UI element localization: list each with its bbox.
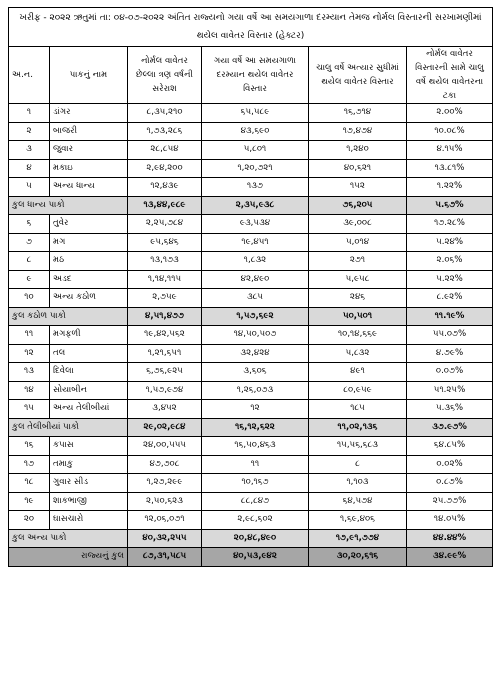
normal-area-cell: ૧૩,૪૪,૯૮૯	[128, 196, 202, 215]
last-year-area-cell: ૧,૫૭,૬૯૨	[202, 307, 309, 326]
percent-cell: ૦.૮૭%	[407, 474, 493, 493]
table-row	[9, 344, 493, 363]
sowing-area-table	[8, 7, 493, 567]
normal-area-cell: ૪૭,૭૦૮	[128, 455, 202, 474]
this-year-area-cell: ૧,૨૪૦	[309, 141, 407, 160]
crop-name-cell: દિવેલા	[50, 363, 128, 382]
last-year-area-cell: ૧૪,૫૦,૫૦૭	[202, 326, 309, 345]
state-total-label: રાજ્યનું કુલ	[9, 548, 128, 567]
normal-area-cell: ૨,૨૫,૭૮૪	[128, 215, 202, 234]
subtotal-label: કુલ તેલીબીયાં પાકો	[9, 418, 128, 437]
crop-name-cell: મકાઇ	[50, 159, 128, 178]
table-row	[9, 141, 493, 160]
serial-no-cell: ૧૦	[9, 289, 50, 308]
table-row	[9, 455, 493, 474]
this-year-area-cell: ૫,૯૫૮	[309, 270, 407, 289]
subtotal-label: કુલ અન્ય પાકો	[9, 529, 128, 548]
last-year-area-cell: ૩૨,૪૨૪	[202, 344, 309, 363]
crop-name-cell: ડાંગર	[50, 104, 128, 123]
crop-name-cell: તમાકુ	[50, 455, 128, 474]
serial-no-cell: ૨	[9, 122, 50, 141]
header-crop-name: પાકનું નામ	[50, 47, 128, 104]
normal-area-cell: ૨,૭૫૯	[128, 289, 202, 308]
normal-area-cell: ૬,૭૬,૯૨૫	[128, 363, 202, 382]
table-row	[9, 122, 493, 141]
table-row	[9, 270, 493, 289]
serial-no-cell: ૧૯	[9, 492, 50, 511]
crop-name-cell: અન્ય કઠોળ	[50, 289, 128, 308]
percent-cell: ૫.૨૨%	[407, 270, 493, 289]
normal-area-cell: ૧૯,૪૨,૫૬૨	[128, 326, 202, 345]
this-year-area-cell: ૧૭,૪૭૪	[309, 122, 407, 141]
normal-area-cell: ૧,૨૭,૨૯૯	[128, 474, 202, 493]
table-row	[9, 400, 493, 419]
normal-area-cell: ૨૮,૮૫૪	[128, 141, 202, 160]
crop-name-cell: કપાસ	[50, 437, 128, 456]
serial-no-cell: ૨૦	[9, 511, 50, 530]
this-year-area-cell: ૮૦,૯૫૯	[309, 381, 407, 400]
table-row	[9, 381, 493, 400]
subtotal-row	[9, 196, 493, 215]
table-row	[9, 233, 493, 252]
normal-area-cell: ૩,૪૫૨	[128, 400, 202, 419]
this-year-area-cell: ૧૮૫	[309, 400, 407, 419]
table-row	[9, 104, 493, 123]
last-year-area-cell: ૧૨	[202, 400, 309, 419]
serial-no-cell: ૧૪	[9, 381, 50, 400]
subtotal-label: કુલ કઠોળ પાકો	[9, 307, 128, 326]
serial-no-cell: ૧૧	[9, 326, 50, 345]
percent-cell: ૫૧.૨૫%	[407, 381, 493, 400]
serial-no-cell: ૫	[9, 178, 50, 197]
percent-cell: ૨.૦૦%	[407, 104, 493, 123]
last-year-area-cell: ૧૦,૧૬૭	[202, 474, 309, 493]
normal-area-cell: ૨૯,૦૨,૯૮૪	[128, 418, 202, 437]
this-year-area-cell: ૨૪૬	[309, 289, 407, 308]
header-percent-of-normal: નોર્મલ વાવેતર વિસ્તારની સામે ચાલુ વર્ષે થયેલ વાવેતરના ટકા	[407, 47, 493, 104]
table-row	[9, 289, 493, 308]
this-year-area-cell: ૧,૧૦૩	[309, 474, 407, 493]
percent-cell: ૮.૯૨%	[407, 289, 493, 308]
last-year-area-cell: ૧૬,૫૦,૪૬૩	[202, 437, 309, 456]
last-year-area-cell: ૫,૮૦૧	[202, 141, 309, 160]
last-year-area-cell: ૨,૯૮,૬૦૨	[202, 511, 309, 530]
this-year-area-cell: ૧૧,૦૨,૧૩૬	[309, 418, 407, 437]
table-row	[9, 326, 493, 345]
serial-no-cell: ૬	[9, 215, 50, 234]
subtotal-row	[9, 418, 493, 437]
table-body	[9, 104, 493, 567]
table-row	[9, 511, 493, 530]
serial-no-cell: ૯	[9, 270, 50, 289]
percent-cell: ૦.૦૭%	[407, 363, 493, 382]
crop-name-cell: ગુવાર સીડ	[50, 474, 128, 493]
percent-cell: ૫.૨૪%	[407, 233, 493, 252]
this-year-area-cell: ૪૯૧	[309, 363, 407, 382]
header-normal-area: નોર્મલ વાવેતર છેલ્લા ત્રણ વર્ષની સરેરાશ	[128, 47, 202, 104]
serial-no-cell: ૧૫	[9, 400, 50, 419]
crop-name-cell: તલ	[50, 344, 128, 363]
header-row	[9, 47, 493, 104]
percent-cell: ૧૦.૦૮%	[407, 122, 493, 141]
crop-name-cell: અડદ	[50, 270, 128, 289]
serial-no-cell: ૧૮	[9, 474, 50, 493]
state-total-row	[9, 548, 493, 567]
last-year-area-cell: ૪૨,૪૯૦	[202, 270, 309, 289]
this-year-area-cell: ૫,૮૩૨	[309, 344, 407, 363]
last-year-area-cell: ૧,૨૬,૦૭૩	[202, 381, 309, 400]
header-this-year-area: ચાલુ વર્ષે અત્યાર સુધીમાં થયેલ વાવેતર વિસ્તાર	[309, 47, 407, 104]
percent-cell: ૩૭.૯૭%	[407, 418, 493, 437]
last-year-area-cell: ૧૬,૧૨,૬૨૨	[202, 418, 309, 437]
normal-area-cell: ૮૭,૩૧,૫૮૫	[128, 548, 202, 567]
percent-cell: ૬૪.૮૫%	[407, 437, 493, 456]
this-year-area-cell: ૩૯,૦૦૮	[309, 215, 407, 234]
header-serial-no: અ.ન.	[9, 47, 50, 104]
table-row	[9, 492, 493, 511]
crop-name-cell: અન્ય ધાન્ય	[50, 178, 128, 197]
report-page	[8, 7, 492, 567]
last-year-area-cell: ૮૮,૮૪૭	[202, 492, 309, 511]
normal-area-cell: ૧,૧૪,૧૧૫	[128, 270, 202, 289]
percent-cell: ૧૧.૧૯%	[407, 307, 493, 326]
percent-cell: ૩૪.૯૯%	[407, 548, 493, 567]
last-year-area-cell: ૩૮૫	[202, 289, 309, 308]
crop-name-cell: બાજરી	[50, 122, 128, 141]
percent-cell: ૨.૦૬%	[407, 252, 493, 271]
last-year-area-cell: ૨૦,૪૮,૪૯૦	[202, 529, 309, 548]
crop-name-cell: મઠ	[50, 252, 128, 271]
normal-area-cell: ૧૩,૧૭૩	[128, 252, 202, 271]
percent-cell: ૦.૦૨%	[407, 455, 493, 474]
table-row	[9, 363, 493, 382]
percent-cell: ૫.૩૬%	[407, 400, 493, 419]
table-title: ખરીફ - ૨૦૨૨ ઋતુમાં તા: ૦૪-૦૭-૨૦૨૨ અંતિત રાજ્યનો ગયા વર્ષે આ સમયગાળા દરમ્યાન તેમજ નોર્મલ વિસ્તારની સરખામણીમાં થયેલ વાવેતર વિસ્તાર (હેક્ટર)	[9, 8, 493, 47]
serial-no-cell: ૪	[9, 159, 50, 178]
table-row	[9, 159, 493, 178]
percent-cell: ૪૪.૪૪%	[407, 529, 493, 548]
normal-area-cell: ૧,૭૩,૨૮૬	[128, 122, 202, 141]
serial-no-cell: ૧૨	[9, 344, 50, 363]
last-year-area-cell: ૧,૮૩૨	[202, 252, 309, 271]
normal-area-cell: ૮,૩૫,૨૧૦	[128, 104, 202, 123]
serial-no-cell: ૧૭	[9, 455, 50, 474]
last-year-area-cell: ૧૯,૪૫૧	[202, 233, 309, 252]
table-row	[9, 474, 493, 493]
normal-area-cell: ૪૦,૩૨,૨૫૫	[128, 529, 202, 548]
normal-area-cell: ૪,૫૧,૪૭૭	[128, 307, 202, 326]
crop-name-cell: શાકભાજી	[50, 492, 128, 511]
last-year-area-cell: ૩,૬૦૬	[202, 363, 309, 382]
this-year-area-cell: ૨૭૧	[309, 252, 407, 271]
this-year-area-cell: ૬૪,૫૭૪	[309, 492, 407, 511]
crop-name-cell: ઘાસચારો	[50, 511, 128, 530]
percent-cell: ૧૩.૮૧%	[407, 159, 493, 178]
percent-cell: ૪.૭૯%	[407, 344, 493, 363]
table-row	[9, 215, 493, 234]
serial-no-cell: ૧૬	[9, 437, 50, 456]
subtotal-label: કુલ ધાન્ય પાકો	[9, 196, 128, 215]
last-year-area-cell: ૬૫,૫૮૯	[202, 104, 309, 123]
crop-name-cell: તુવેર	[50, 215, 128, 234]
normal-area-cell: ૧૨,૦૬,૦૭૧	[128, 511, 202, 530]
this-year-area-cell: ૮	[309, 455, 407, 474]
serial-no-cell: ૮	[9, 252, 50, 271]
percent-cell: ૨૫.૭૭%	[407, 492, 493, 511]
this-year-area-cell: ૧૫,૫૬,૬૮૩	[309, 437, 407, 456]
serial-no-cell: ૧	[9, 104, 50, 123]
percent-cell: ૧૪.૦૫%	[407, 511, 493, 530]
header-last-year-area: ગયા વર્ષે આ સમયગાળા દરમ્યાન થયેલ વાવેતર વિસ્તાર	[202, 47, 309, 104]
this-year-area-cell: ૩૦,૨૦,૬૧૬	[309, 548, 407, 567]
percent-cell: ૧.૨૨%	[407, 178, 493, 197]
percent-cell: ૧૭.૨૮%	[407, 215, 493, 234]
normal-area-cell: ૯૫,૬૪૬	[128, 233, 202, 252]
last-year-area-cell: ૧૩૭	[202, 178, 309, 197]
normal-area-cell: ૧,૨૧,૬૫૧	[128, 344, 202, 363]
normal-area-cell: ૧,૫૭,૯૭૪	[128, 381, 202, 400]
crop-name-cell: મગફળી	[50, 326, 128, 345]
crop-name-cell: મગ	[50, 233, 128, 252]
crop-name-cell: સોયાબીન	[50, 381, 128, 400]
normal-area-cell: ૨,૫૦,૬૨૩	[128, 492, 202, 511]
percent-cell: ૫.૬૭%	[407, 196, 493, 215]
table-row	[9, 437, 493, 456]
crop-name-cell: અન્ય તેલીબીયાં	[50, 400, 128, 419]
last-year-area-cell: ૨,૩૫,૯૩૮	[202, 196, 309, 215]
this-year-area-cell: ૧૫૨	[309, 178, 407, 197]
this-year-area-cell: ૧૦,૧૪,૬૬૯	[309, 326, 407, 345]
serial-no-cell: ૧૩	[9, 363, 50, 382]
this-year-area-cell: ૧૭,૯૧,૭૭૪	[309, 529, 407, 548]
normal-area-cell: ૧૨,૪૩૯	[128, 178, 202, 197]
serial-no-cell: ૩	[9, 141, 50, 160]
last-year-area-cell: ૪૦,૫૩,૯૪૨	[202, 548, 309, 567]
this-year-area-cell: ૧૬,૭૧૪	[309, 104, 407, 123]
this-year-area-cell: ૧,૬૯,૪૦૬	[309, 511, 407, 530]
this-year-area-cell: ૪૦,૬૨૧	[309, 159, 407, 178]
normal-area-cell: ૨,૯૪,૨૦૦	[128, 159, 202, 178]
last-year-area-cell: ૧૧	[202, 455, 309, 474]
serial-no-cell: ૭	[9, 233, 50, 252]
last-year-area-cell: ૧,૨૦,૭૨૧	[202, 159, 309, 178]
last-year-area-cell: ૯૩,૫૩૪	[202, 215, 309, 234]
this-year-area-cell: ૫૦,૫૦૧	[309, 307, 407, 326]
this-year-area-cell: ૫,૦૧૪	[309, 233, 407, 252]
normal-area-cell: ૨૪,૦૦,૫૫૫	[128, 437, 202, 456]
table-row	[9, 252, 493, 271]
percent-cell: ૫૫.૦૭%	[407, 326, 493, 345]
table-row	[9, 178, 493, 197]
percent-cell: ૪.૧૫%	[407, 141, 493, 160]
crop-name-cell: જુવાર	[50, 141, 128, 160]
this-year-area-cell: ૭૬,૨૦૫	[309, 196, 407, 215]
last-year-area-cell: ૪૩,૬૯૦	[202, 122, 309, 141]
subtotal-row	[9, 307, 493, 326]
subtotal-row	[9, 529, 493, 548]
